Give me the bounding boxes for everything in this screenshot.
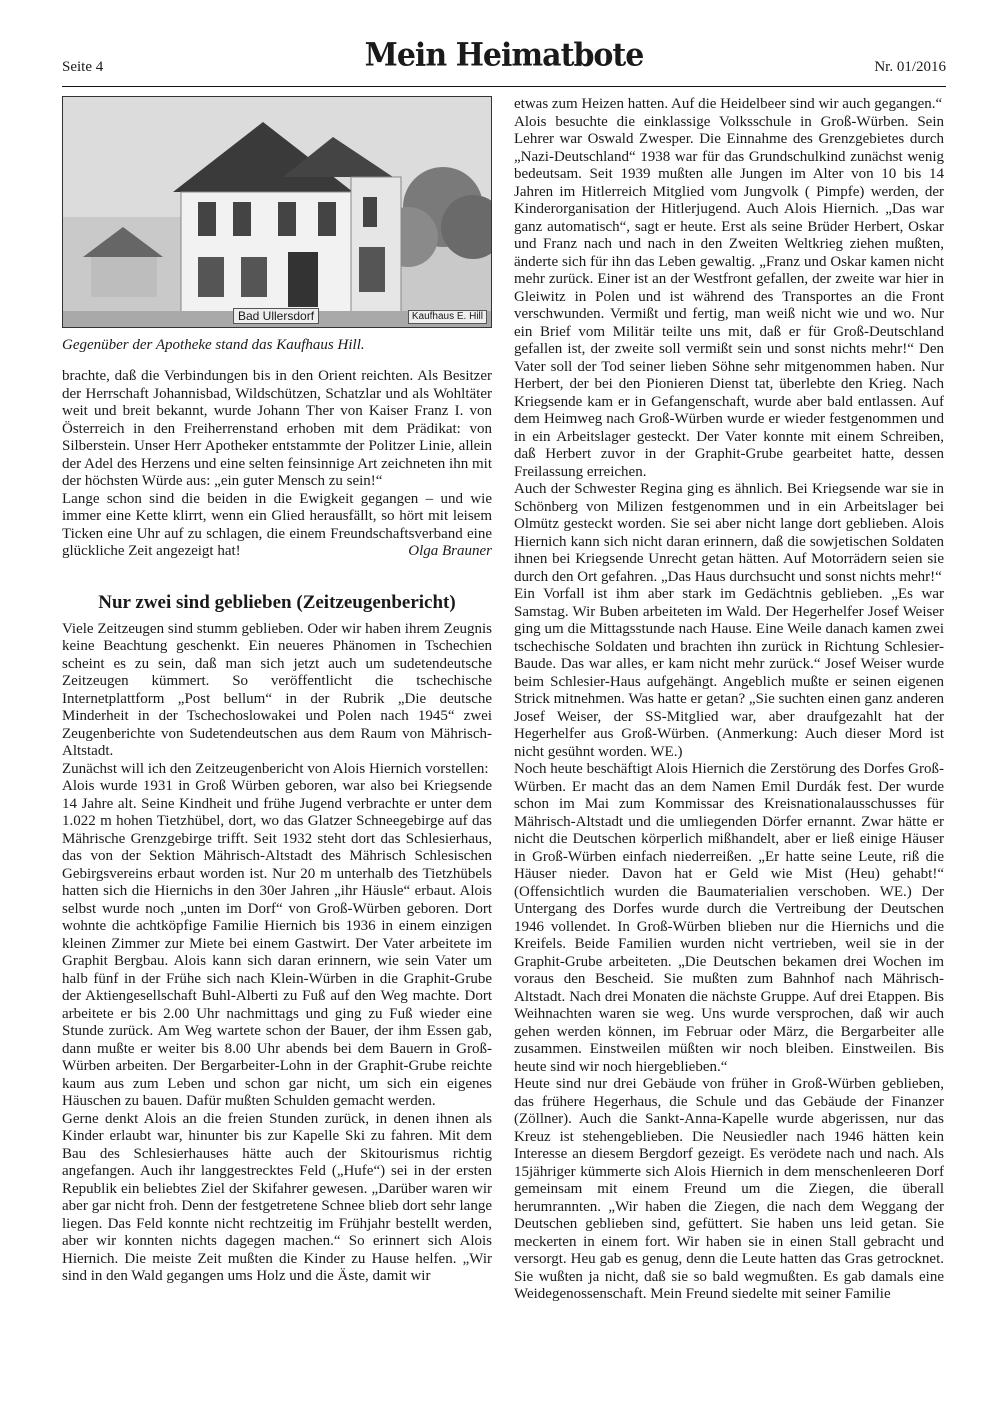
- photo-label-left: Bad Ullersdorf: [233, 308, 319, 324]
- intro-paragraph: brachte, daß die Verbindungen bis in den Orient reichten. Als Besitzer der Herrschaft Johannisbad, Wildschützen, Schatzlar und als Wohltäter weit und breit bekannt, wurde Johann Ther von Kaiser Franz I. von Österreich in den Freiherrenstand erhoben mit dem Prädikat: von Silberstein. Unser Herr Apotheker entstammte der Politzer Linie, allein der Adel des Herzens und eine selten feinsinnige Art zeichneten ihn mit der höchsten Würde aus: „ein guter Mensch zu sein!“: [62, 368, 492, 489]
- article-paragraph: Alois wurde 1931 in Groß Würben geboren, war also bei Kriegsende 14 Jahre alt. Seine Kindheit und frühe Jugend verbrachte er unter dem 1.022 m hohen Tietzhübel, dort, wo das Glatzer Schneegebirge auf das Mährische Grenzgebirge trifft. Seit 1932 steht dort das Schlesierhaus, das von der Sektion Mährisch-Altstadt des Mährisch Schlesischen Gebirgsvereins erbaut worden ist. Nur 20 m unterhalb des Tietzhübels hatten sich die Hiernichs in den 30er Jahren „ihr Häusle“ erbaut. Alois selbst wurde noch „unten im Dorf“ von Groß-Würben geboren. Dort wohnte die achtköpfige Familie Hiernich bis 1936 in einem einzigen kleinen Zimmer zur Miete bei einem Gastwirt. Der Vater arbeitete im Graphit Bergbau. Alois kann sich daran erinnern, wie sein Vater um halb fünf in der Frühe sich nach Klein-Würben in die Graphit-Grube der Aktiengesellschaft Buhl-Alberti zu Fuß auf den Weg machte. Dort arbeitete er bis 2.00 Uhr nachmittags und ging zu Fuß wieder eine Stunde zurück. Am Weg wartete schon der Bauer, der ihm Essen gab, dann mußte er weiter bis 8.00 Uhr abends bei dem Bauern in Groß-Würben arbeiten. Der Bergarbeiter-Lohn in der Graphit-Grube reichte kaum aus zum Leben und schon gar nicht, um sich ein eigenes Häuschen zu bauen. Dafür mußten Schulden gemacht werden.: [62, 778, 492, 1109]
- author-name: Olga Brauner: [408, 543, 492, 559]
- house-photo: [62, 96, 492, 328]
- intro-paragraph: [62, 491, 492, 561]
- masthead: Mein Heimatbote: [364, 37, 644, 74]
- right-column: [514, 96, 944, 1304]
- article-paragraph: Viele Zeitzeugen sind stumm geblieben. Oder wir haben ihrem Zeugnis keine Beachtung geschenkt. Ein neueres Phänomen in Tschechien scheint es zu sein, daß man sich jetzt auch um sudetendeutsche Zeitzeugen kümmert. So veröffentlicht die tschechische Internetplattform „Post bellum“ in der Rubrik „Die deutsche Minderheit in der Tschechoslowakei und Polen nach 1945“ zwei Zeugenberichte von Sudetendeutschen aus dem Raum von Mährisch-Altstadt.: [62, 620, 492, 759]
- article-paragraph: Ein Vorfall ist ihm aber stark im Gedächtnis geblieben. „Es war Samstag. Wir Buben arbeiteten im Wald. Der Hegerhelfer Josef Weiser ging um die Mittagsstunde nach Hause. Eine Weile danach kamen zwei tschechische Soldaten und brachten ihn zurück in Richtung Schlesier-Baude. Das war alles, er kam nicht mehr zurück.“ Josef Weiser wurde beim Schlesier-Haus aufgehängt. Angeblich mußte er seinen eigenen Strick mitnehmen. Was hatte er getan? „Sie suchten einen ganz anderen Josef Weiser, der SS-Mitglied war, aber draufgezahlt hat der Hegerhelfer aus Groß-Würben. (Anmerkung: Auch dieser Mord ist nicht gesühnt worden. WE.): [514, 586, 944, 760]
- issue-number: Nr. 01/2016: [874, 59, 946, 75]
- header-rule: [62, 86, 946, 87]
- intro-paragraph-text: Lange schon sind die beiden in die Ewigkeit gegangen – und wie immer eine Kette klirrt, wenn ein Glied herausfällt, so hört mit leisem Ticken eine Uhr auf zu schlagen, die einem Freundschaftsverband eine glückliche Zeit angezeigt hat!: [62, 490, 492, 559]
- left-column: [62, 96, 492, 1286]
- article-paragraph: etwas zum Heizen hatten. Auf die Heidelbeer sind wir auch gegangen.“: [514, 96, 943, 112]
- article-paragraph: Noch heute beschäftigt Alois Hiernich die Zerstörung des Dorfes Groß-Würben. Er macht das an dem Namen Emil Durdák fest. Der wurde schon im Mai zum Kommissar des Kreisnationalausschusses für Mährisch-Altstadt und die umliegenden Dörfer ernannt. Zwar hätte er nicht die Deutschen körperlich mißhandelt, aber er ließ einige Häuser in Groß-Würben einfach niederreißen. „Er hatte seine Leute, riß die Häuser nieder. Davon hat er Geld wie Mist (Heu) gehabt!“ (Offensichtlich wurden die Baumaterialien verschoben. WE.) Der Untergang des Dorfes wurde durch die Vertreibung der Deutschen 1946 vollendet. In Groß-Würben blieben nur die Hiernichs und die Kreifels. Beide Familien wurden nicht vertrieben, weil sie in der Graphit-Grube arbeiteten. „Die Deutschen bekamen drei Wochen im voraus den Bescheid. Sie mußten zum Bahnhof nach Mährisch-Altstadt. Nach drei Monaten die nächste Gruppe. Auf drei Etappen. Bis Weihnachten waren sie weg. Uns wurde versprochen, daß wir auch gehen werden können, im Februar oder März, die Bergarbeiter alle zusammen. Einstweilen müßten wir noch bleiben. Einstweilen. Bis heute sind wir noch hiergeblieben.“: [514, 761, 944, 1075]
- photo-caption: Gegenüber der Apotheke stand das Kaufhaus Hill.: [62, 337, 365, 353]
- article-paragraph: Zunächst will ich den Zeitzeugenbericht von Alois Hiernich vorstellen:: [62, 760, 489, 777]
- photo-label-right: Kaufhaus E. Hill: [408, 310, 487, 324]
- page-number: Seite 4: [62, 59, 104, 75]
- article-paragraph: Auch der Schwester Regina ging es ähnlich. Bei Kriegsende war sie in Schönberg von Milizen festgenommen und in ein Arbeitslager bei Olmütz gesteckt worden. Sie sei aber nicht lange dort geblieben. Alois Hiernich kann sich nicht daran erinnern, daß die sowjetischen Soldaten ihnen bei Kriegsende Unrecht getan hätten. Auf Motorrädern seien sie durch den Ort gefahren. „Das Haus durchsucht und sonst nichts mehr!“: [514, 481, 944, 585]
- page-header: [62, 36, 946, 82]
- article-paragraph: Gerne denkt Alois an die freien Stunden zurück, in denen ihnen als Kinder erlaubt war, hinunter bis zur Kapelle Ski zu fahren. Mit dem Bau des Schlesierhauses hätte auch der Skitourismus richtig angefangen. Auch ihr langgestrecktes Feld („Hufe“) sei in der ersten Republik ein beliebtes Ziel der Skifahrer gewesen. „Darüber waren wir aber gar nicht froh. Denn der festgetretene Schnee blieb dort sehr lange liegen. Das Feld konnte nicht rechtzeitig im Frühjahr bestellt werden, aber wir konnten nichts dagegen machen.“ So erinnert sich Alois Hiernich. Die meiste Zeit mußten die Kinder zu Hause helfen. „Wir sind in den Wald gegangen ums Holz und die Äste, damit wir: [62, 1110, 492, 1284]
- article-paragraph: Heute sind nur drei Gebäude von früher in Groß-Würben geblieben, das frühere Hegerhaus, die Schule und das Gebäude der Finanzer (Zöllner). Auch die Sankt-Anna-Kapelle wurde abgerissen, nur das Kreuz ist stehengeblieben. Die Neusiedler nach 1946 hätten kein Interesse an diesem Bergdorf gezeigt. Es verödete nach und nach. Als 15jähriger kümmerte sich Alois Hiernich in dem menschenleeren Dorf gemeinsam mit einem Freund um die Ziegen, die überall herumrannten. „Wir haben die Ziegen, die nach dem Weggang der Deutschen geblieben sind, gefüttert. Sie haben uns leid getan. Sie meckerten in einem fort. Wir haben sie in einen Stall gebracht und versorgt. Heu gab es genug, denn die Leute hatten das Gras getrocknet. Sie wußten ja nicht, daß sie so bald wegmußten. Es gab damals eine Weidegenossenschaft. Mein Freund siedelte mit seiner Familie: [514, 1076, 944, 1302]
- house-illustration: [63, 97, 492, 328]
- article-paragraph: Alois besuchte die einklassige Volksschule in Groß-Würben. Sein Lehrer war Oswald Zwesper. Die Einnahme des Grenzgebietes durch „Nazi-Deutschland“ 1938 war für das Grundschulkind zunächst wenig bedeutsam. Seit 1939 mußten alle Jungen im Alter von 10 bis 14 Jahren im Hitlerreich Mitglied vom Jungvolk ( Pimpfe) werden, der Kinderorganisation der Hitlerjugend. Auch Alois Hiernich. „Das war ganz automatisch“, sagt er heute. Erst als seine Brüder Herbert, Oskar und Franz nach und nach in den Zweiten Weltkrieg ziehen mußten, änderte sich für ihn das Leben gewaltig. „Franz und Oskar kamen nicht mehr zurück. Einer ist an der Westfront gefallen, der zweite war hier in Gleiwitz in Polen und ist während des Transportes an die Front verschwunden. Vermißt und fertig, man weiß nicht wie und wo. Nur ein Brief vom Militär teilte uns mit, daß er für Groß-Deutschland gefallen ist, der zweite soll vermißt sein und sonst nichts mehr!“ Den Vater soll der Tod seiner lieben Söhne sehr mitgenommen haben. Nur Herbert, der bei den Pionieren Dienst tat, überlebte den Krieg. Nach Kriegsende kam er in Gefangenschaft, wurde aber bald entlassen. Auf dem Heimweg nach Groß-Würben wurde er wieder festgenommen und in ein Arbeitslager gesteckt. Der Vater konnte mit einem Schreiben, daß Herbert zuvor in der Graphit-Grube gearbeitet hatte, dessen Freilassung erreichen.: [514, 113, 944, 480]
- article-headline: Nur zwei sind geblieben (Zeitzeugenbericht): [98, 591, 456, 613]
